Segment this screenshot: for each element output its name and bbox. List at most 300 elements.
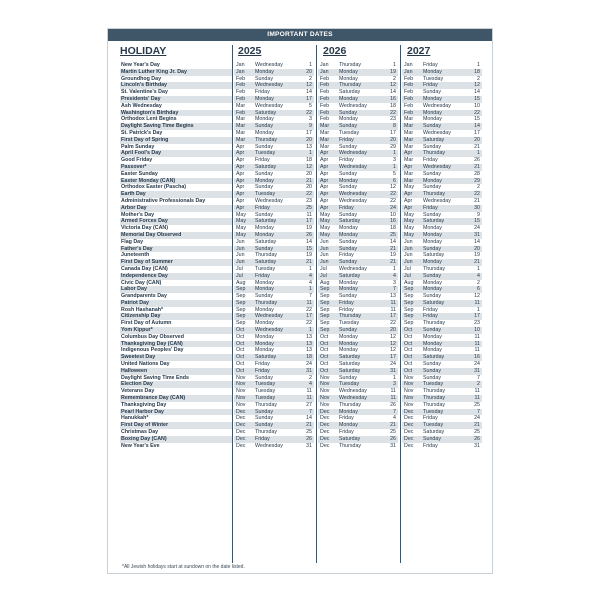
month-cell: Jun	[320, 238, 329, 245]
day-cell: 29	[474, 177, 480, 184]
day-cell: 24	[474, 225, 480, 232]
weekday-cell: Monday	[255, 129, 274, 136]
holiday-name: Civic Day (CAN)	[121, 279, 162, 286]
month-cell: Oct	[320, 333, 329, 340]
weekday-cell: Friday	[423, 62, 438, 68]
weekday-cell: Tuesday	[339, 381, 360, 388]
month-cell: Oct	[404, 354, 413, 361]
weekday-cell: Wednesday	[423, 102, 451, 109]
date-row	[234, 293, 314, 300]
month-cell: Jul	[320, 265, 327, 272]
month-cell: Dec	[320, 415, 330, 422]
day-cell: 4	[309, 381, 312, 388]
month-cell: Apr	[320, 197, 329, 204]
month-cell: Feb	[404, 95, 414, 102]
month-cell: Nov	[236, 381, 246, 388]
date-row	[318, 354, 398, 361]
weekday-cell: Sunday	[255, 170, 273, 177]
day-cell: 8	[393, 123, 396, 130]
weekday-cell: Saturday	[423, 136, 445, 143]
day-cell: 4	[477, 272, 480, 279]
day-cell: 16	[474, 354, 480, 361]
day-cell: 18	[474, 68, 480, 75]
month-cell: Sep	[320, 299, 330, 306]
day-cell: 31	[474, 367, 480, 374]
holiday-name: Victoria Day (CAN)	[121, 225, 168, 232]
holiday-list	[120, 62, 232, 449]
date-row	[234, 388, 314, 395]
date-row	[402, 402, 482, 409]
day-cell: 21	[474, 259, 480, 266]
weekday-cell: Friday	[423, 313, 438, 320]
weekday-cell: Monday	[339, 68, 358, 75]
date-row	[318, 89, 398, 96]
weekday-cell: Saturday	[255, 163, 277, 170]
weekday-cell: Sunday	[255, 408, 273, 415]
month-cell: Dec	[404, 442, 414, 449]
day-cell: 15	[474, 95, 480, 102]
month-cell: Feb	[320, 109, 330, 116]
weekday-cell: Sunday	[423, 327, 441, 334]
weekday-cell: Monday	[339, 340, 358, 347]
month-cell: Jun	[236, 259, 245, 266]
weekday-cell: Sunday	[255, 211, 273, 218]
month-cell: Nov	[320, 401, 330, 408]
day-cell: 13	[390, 293, 396, 300]
holiday-name: Armed Forces Day	[120, 218, 232, 225]
month-cell: Mar	[236, 116, 246, 123]
day-cell: 21	[306, 422, 312, 429]
month-cell: Nov	[236, 388, 246, 395]
month-cell: May	[236, 225, 247, 232]
day-cell: 1	[309, 265, 312, 272]
weekday-cell: Monday	[255, 333, 274, 340]
weekday-cell: Monday	[255, 68, 274, 75]
day-cell: 6	[393, 177, 396, 184]
day-cell: 18	[390, 102, 396, 109]
holiday-name: Veterans Day	[121, 388, 155, 395]
weekday-cell: Saturday	[255, 238, 277, 245]
day-cell: 1	[393, 150, 396, 157]
holiday-name: Hanukkah*	[121, 415, 149, 422]
date-row	[234, 110, 314, 117]
holiday-name: First Day of Autumn	[121, 320, 172, 327]
holiday-name: Flag Day	[121, 238, 144, 245]
date-row	[234, 103, 314, 110]
weekday-cell: Saturday	[339, 89, 361, 96]
weekday-cell: Sunday	[339, 143, 357, 150]
date-row	[234, 300, 314, 307]
holiday-name: Election Day	[120, 381, 232, 388]
weekday-cell: Saturday	[423, 429, 445, 436]
holiday-name: Patriot Day	[120, 300, 232, 307]
day-cell: 22	[390, 191, 396, 198]
month-cell: Mar	[320, 143, 330, 150]
holiday-name: Yom Kippur*	[120, 327, 232, 334]
date-row	[402, 69, 482, 76]
day-cell: 25	[306, 204, 312, 211]
weekday-cell: Monday	[255, 231, 274, 238]
day-cell: 20	[474, 245, 480, 252]
weekday-cell: Thursday	[255, 136, 278, 143]
day-cell: 21	[474, 163, 480, 170]
month-cell: Sep	[320, 293, 330, 300]
month-cell: Oct	[320, 361, 329, 368]
holiday-name: Washington's Birthday	[120, 110, 232, 117]
month-cell: Apr	[236, 177, 245, 184]
weekday-cell: Saturday	[255, 259, 277, 266]
weekday-cell: Monday	[423, 177, 442, 184]
day-cell: 7	[393, 408, 396, 415]
date-row	[318, 415, 398, 422]
weekday-cell: Thursday	[423, 388, 446, 395]
day-cell: 15	[306, 245, 312, 252]
day-cell: 21	[306, 259, 312, 266]
weekday-cell: Friday	[255, 367, 270, 374]
day-cell: 26	[306, 231, 312, 238]
weekday-cell: Saturday	[339, 218, 361, 225]
date-row	[402, 375, 482, 382]
important-dates-sheet	[107, 28, 493, 574]
weekday-cell: Saturday	[423, 354, 445, 361]
day-cell: 19	[474, 252, 480, 259]
month-cell: Dec	[236, 435, 246, 442]
holiday-name: Indigenous Peoples' Day	[121, 347, 184, 354]
weekday-cell: Sunday	[423, 361, 441, 368]
day-cell: 17	[306, 313, 312, 320]
day-cell: 22	[390, 109, 396, 116]
day-cell: 22	[390, 197, 396, 204]
day-cell: 21	[474, 422, 480, 429]
date-row	[318, 293, 398, 300]
day-cell: 17	[474, 313, 480, 320]
day-cell: 1	[393, 163, 396, 170]
date-row	[234, 225, 314, 232]
month-cell: Oct	[236, 347, 245, 354]
month-cell: Nov	[320, 374, 330, 381]
date-row	[318, 116, 398, 123]
month-cell: Mar	[404, 116, 414, 123]
weekday-cell: Friday	[255, 435, 270, 442]
holiday-name: Christmas Day	[121, 429, 159, 436]
weekday-cell: Sunday	[255, 75, 273, 82]
month-cell: Feb	[404, 89, 414, 96]
holiday-name: United Nations Day	[121, 361, 170, 368]
month-cell: Apr	[404, 197, 413, 204]
date-row	[234, 347, 314, 354]
month-cell: Mar	[404, 143, 414, 150]
day-cell: 21	[474, 143, 480, 150]
day-cell: 22	[474, 191, 480, 198]
month-cell: Feb	[236, 82, 246, 89]
weekday-cell: Thursday	[423, 395, 446, 402]
date-row	[402, 110, 482, 117]
weekday-cell: Thursday	[339, 62, 362, 68]
month-cell: Apr	[320, 177, 329, 184]
date-row	[318, 429, 398, 436]
date-row	[318, 327, 398, 334]
weekday-cell: Monday	[255, 177, 274, 184]
date-row	[402, 307, 482, 314]
day-cell: 22	[306, 306, 312, 313]
month-cell: Mar	[236, 123, 246, 130]
date-row	[402, 422, 482, 429]
date-row	[402, 130, 482, 137]
weekday-cell: Sunday	[339, 170, 357, 177]
date-row	[318, 388, 398, 395]
date-row	[402, 436, 482, 443]
month-cell: Oct	[404, 327, 413, 334]
weekday-cell: Monday	[339, 225, 358, 232]
holiday-name: Pearl Harbor Day	[120, 409, 232, 416]
month-cell: Apr	[236, 143, 245, 150]
holiday-name: Thanksgiving Day (CAN)	[120, 341, 232, 348]
day-cell: 11	[474, 333, 480, 340]
month-cell: Nov	[236, 401, 246, 408]
month-cell: Sep	[404, 306, 414, 313]
date-row	[402, 395, 482, 402]
day-cell: 22	[306, 109, 312, 116]
day-cell: 11	[474, 340, 480, 347]
month-cell: Apr	[236, 184, 245, 191]
holiday-name: Thanksgiving Day	[121, 401, 167, 408]
holiday-name: Labor Day	[120, 286, 232, 293]
weekday-cell: Monday	[423, 347, 442, 354]
weekday-cell: Friday	[423, 306, 438, 313]
date-row	[234, 273, 314, 280]
date-row	[402, 368, 482, 375]
month-cell: Mar	[236, 129, 246, 136]
date-row	[318, 436, 398, 443]
day-cell: 3	[309, 116, 312, 123]
holiday-name: Sweetest Day	[120, 354, 232, 361]
weekday-cell: Friday	[339, 299, 354, 306]
weekday-cell: Wednesday	[255, 313, 283, 320]
month-cell: Dec	[236, 422, 246, 429]
weekday-cell: Wednesday	[255, 82, 283, 89]
date-row	[402, 212, 482, 219]
date-row	[234, 171, 314, 178]
day-cell: 3	[393, 157, 396, 164]
date-row	[318, 178, 398, 185]
date-row	[234, 184, 314, 191]
month-cell: Mar	[404, 170, 414, 177]
weekday-cell: Sunday	[255, 245, 273, 252]
day-cell: 13	[306, 347, 312, 354]
day-cell: 2	[393, 75, 396, 82]
weekday-cell: Wednesday	[339, 395, 367, 402]
weekday-cell: Sunday	[255, 123, 273, 130]
day-cell: 12	[474, 82, 480, 89]
month-cell: Sep	[320, 313, 330, 320]
day-cell: 26	[306, 435, 312, 442]
date-row	[318, 307, 398, 314]
month-cell: Oct	[320, 367, 329, 374]
date-row	[234, 368, 314, 375]
day-cell: 12	[390, 347, 396, 354]
date-row	[318, 239, 398, 246]
column-divider	[232, 45, 233, 563]
date-row	[402, 232, 482, 239]
weekday-cell: Sunday	[423, 245, 441, 252]
weekday-cell: Thursday	[255, 252, 278, 259]
holiday-name: Boxing Day (CAN)	[120, 436, 232, 443]
date-row	[402, 239, 482, 246]
date-row	[318, 347, 398, 354]
month-cell: Dec	[320, 408, 330, 415]
month-cell: Apr	[236, 150, 245, 157]
holiday-name: Orthodox Easter (Pascha)	[121, 184, 187, 191]
weekday-cell: Sunday	[339, 259, 357, 266]
date-row	[318, 368, 398, 375]
date-row	[402, 123, 482, 130]
date-row	[402, 273, 482, 280]
day-cell: 14	[474, 238, 480, 245]
date-row	[318, 259, 398, 266]
date-row	[234, 334, 314, 341]
date-row	[318, 164, 398, 171]
date-row	[402, 334, 482, 341]
day-cell: 12	[474, 293, 480, 300]
month-cell: May	[404, 231, 415, 238]
weekday-cell: Monday	[423, 95, 442, 102]
month-cell: Dec	[404, 435, 414, 442]
day-cell: 2	[477, 381, 480, 388]
month-cell: Oct	[320, 354, 329, 361]
weekday-cell: Monday	[339, 177, 358, 184]
date-row	[234, 266, 314, 273]
weekday-cell: Tuesday	[339, 129, 360, 136]
day-cell: 28	[474, 170, 480, 177]
column-divider	[316, 45, 317, 563]
weekday-cell: Tuesday	[255, 381, 276, 388]
page-title: IMPORTANT DATES	[108, 29, 492, 41]
holiday-name: Columbus Day Observed	[121, 333, 184, 340]
day-cell: 24	[390, 361, 396, 368]
holiday-name: Memorial Day Observed	[120, 232, 232, 239]
year-2027-header: 2027	[407, 45, 431, 57]
date-row	[234, 239, 314, 246]
date-row	[234, 198, 314, 205]
weekday-cell: Monday	[423, 109, 442, 116]
day-cell: 23	[474, 320, 480, 327]
day-cell: 5	[309, 102, 312, 109]
holiday-name: Groundhog Day	[121, 75, 162, 82]
day-cell: 19	[306, 252, 312, 259]
date-row	[318, 144, 398, 151]
weekday-cell: Friday	[423, 415, 438, 422]
date-row	[402, 293, 482, 300]
month-cell: Feb	[320, 82, 330, 89]
month-cell: Sep	[236, 299, 246, 306]
month-cell: Mar	[320, 129, 330, 136]
weekday-cell: Friday	[423, 442, 438, 449]
month-cell: Dec	[404, 422, 414, 429]
date-row	[234, 62, 314, 69]
day-cell: 7	[309, 293, 312, 300]
weekday-cell: Monday	[339, 333, 358, 340]
weekday-cell: Saturday	[339, 367, 361, 374]
weekday-cell: Friday	[339, 429, 354, 436]
date-row	[318, 184, 398, 191]
weekday-cell: Sunday	[255, 293, 273, 300]
month-cell: Apr	[236, 197, 245, 204]
date-row	[402, 259, 482, 266]
month-cell: Sep	[320, 286, 330, 293]
weekday-cell: Tuesday	[423, 408, 444, 415]
holiday-name: Passover*	[120, 164, 232, 171]
date-row	[318, 130, 398, 137]
month-cell: May	[404, 184, 415, 191]
day-cell: 25	[390, 429, 396, 436]
day-cell: 4	[393, 272, 396, 279]
day-cell: 15	[474, 218, 480, 225]
day-cell: 19	[390, 68, 396, 75]
date-row	[318, 409, 398, 416]
weekday-cell: Tuesday	[423, 381, 444, 388]
month-cell: Dec	[236, 415, 246, 422]
weekday-cell: Wednesday	[339, 150, 367, 157]
month-cell: Sep	[236, 306, 246, 313]
day-cell: 17	[474, 129, 480, 136]
day-cell: 18	[390, 225, 396, 232]
day-cell: 7	[477, 374, 480, 381]
date-row	[402, 116, 482, 123]
day-cell: 14	[306, 89, 312, 96]
weekday-cell: Friday	[339, 157, 354, 164]
weekday-cell: Monday	[423, 340, 442, 347]
day-cell: 26	[390, 435, 396, 442]
month-cell: Dec	[236, 442, 246, 449]
day-cell: 11	[474, 347, 480, 354]
weekday-cell: Monday	[339, 347, 358, 354]
month-cell: Feb	[320, 75, 330, 82]
weekday-cell: Friday	[255, 89, 270, 96]
date-row	[318, 334, 398, 341]
date-row	[402, 320, 482, 327]
date-row	[318, 157, 398, 164]
holiday-name: Halloween	[120, 368, 232, 375]
month-cell: Oct	[404, 333, 413, 340]
month-cell: Mar	[404, 123, 414, 130]
month-cell: Sep	[236, 286, 246, 293]
month-cell: May	[320, 211, 331, 218]
weekday-cell: Friday	[423, 82, 438, 89]
date-row	[318, 381, 398, 388]
month-cell: Feb	[404, 109, 414, 116]
date-row	[318, 280, 398, 287]
month-cell: Mar	[404, 129, 414, 136]
date-row	[402, 415, 482, 422]
date-row	[234, 361, 314, 368]
day-cell: 18	[306, 157, 312, 164]
date-row	[318, 402, 398, 409]
month-cell: Feb	[236, 95, 246, 102]
month-cell: Oct	[236, 327, 245, 334]
weekday-cell: Friday	[255, 157, 270, 164]
day-cell: 26	[474, 157, 480, 164]
day-cell: 1	[309, 286, 312, 293]
day-cell: 12	[390, 340, 396, 347]
month-cell: Feb	[320, 89, 330, 96]
month-cell: Oct	[236, 367, 245, 374]
day-cell: 26	[390, 401, 396, 408]
date-row	[402, 443, 482, 450]
month-cell: Jan	[404, 68, 413, 75]
month-cell: Sep	[320, 320, 330, 327]
month-cell: Nov	[236, 374, 246, 381]
weekday-cell: Thursday	[339, 313, 362, 320]
